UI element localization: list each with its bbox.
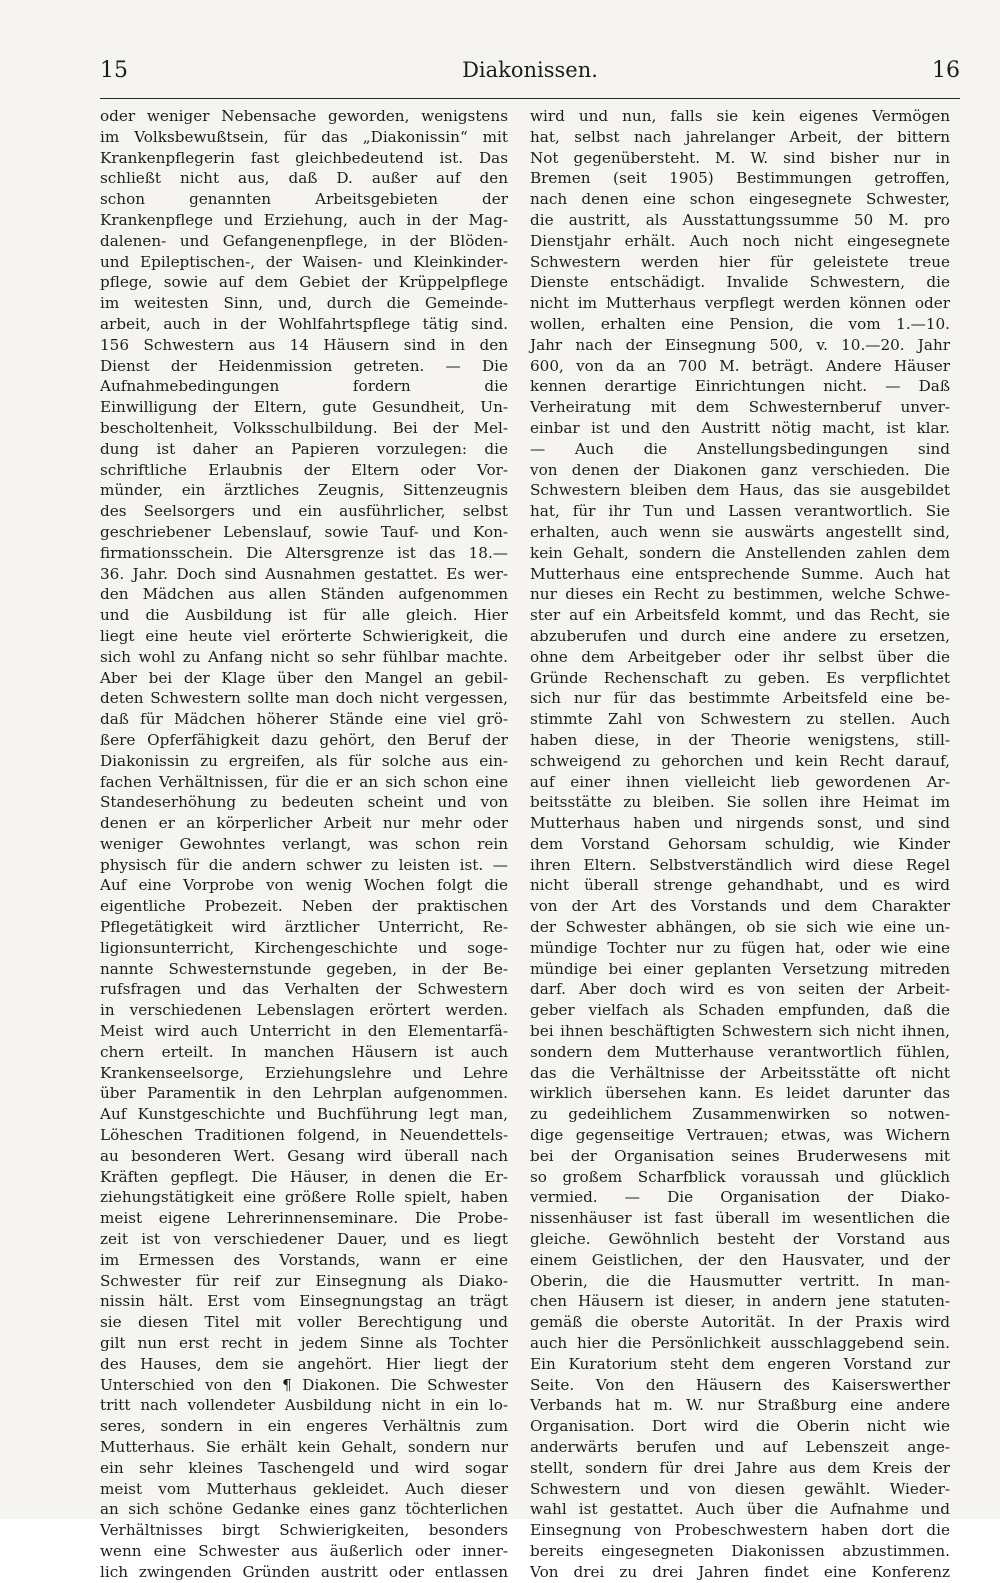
text-line: eigentliche Probezeit. Neben der praktischen [100,897,508,916]
page-number-left: 15 [100,58,128,83]
text-line: chern erteilt. In manchen Häusern ist auch [100,1042,508,1061]
text-line: nicht überall strenge gehandhabt, und es wird [530,876,950,895]
text-line: einbar ist und den Austritt nötig macht, ist klar. [530,418,950,437]
text-line: Mutterhaus. Sie erhält kein Gehalt, sondern nur [100,1438,508,1456]
text-line: Ein Kuratorium steht dem engeren Vorstand zur [530,1354,950,1373]
text-line: beitsstätte zu bleiben. Sie sollen ihre Heimat im [530,793,950,812]
text-line: Jahr nach der Einsegnung 500, v. 10.—20. Jahr [530,335,950,354]
text-line: und die Ausbildung ist für alle gleich. Hier [100,606,508,625]
text-line: wahl ist gestattet. Auch über die Aufnahme und [530,1500,950,1519]
text-line: Von drei zu drei Jahren findet eine Konferenz [530,1562,950,1581]
text-line: Verhältnisses birgt Schwierigkeiten, besonders [100,1521,508,1540]
text-line: wenn eine Schwester aus äußerlich oder inner- [100,1541,508,1560]
text-line: Kräften gepflegt. Die Häuser, in denen die Er- [100,1167,508,1186]
text-line: fachen Verhältnissen, für die er an sich schon eine [100,772,508,791]
text-line: in verschiedenen Lebenslagen erörtert werden. [100,1001,508,1020]
text-line: auf einer ihnen vielleicht lieb gewordenen Ar- [530,772,950,791]
right-column [530,106,950,1581]
text-line: Schwestern bleiben dem Haus, das sie ausgebildet [530,481,950,500]
text-line: Organisation. Dort wird die Oberin nicht wie [530,1417,950,1436]
text-line: Verbands hat m. W. nur Straßburg eine andere [530,1396,950,1415]
text-line: kein Gehalt, sondern die Anstellenden zahlen dem [530,543,950,562]
text-line: der Schwester abhängen, ob sie sich wie eine un- [530,918,950,937]
text-line: bescholtenheit, Volksschulbildung. Bei der Mel- [100,418,508,437]
text-line: zu gedeihlichem Zusammenwirken so notwen- [530,1105,950,1124]
text-line: nicht im Mutterhaus verpflegt werden können oder [530,294,950,313]
text-line: Einsegnung von Probeschwestern haben dort die [530,1521,950,1540]
text-line: Not gegenübersteht. M. W. sind bisher nur in [530,148,950,167]
text-line: stellt, sondern für drei Jahre aus dem Kreis der [530,1458,950,1477]
text-line: meist vom Mutterhaus gekleidet. Auch dieser [100,1479,508,1498]
text-line: des Seelsorgers und ein ausführlicher, selbst [100,502,508,521]
text-line: Dienste entschädigt. Invalide Schwestern, die [530,273,950,292]
text-line: Schwestern und von diesen gewählt. Wieder- [530,1479,950,1498]
text-line: Dienstjahr erhält. Auch noch nicht eingesegnete [530,231,950,250]
text-line: vermied. — Die Organisation der Diako- [530,1188,950,1207]
text-line: Pflegetätigkeit wird ärztlicher Unterricht, Re- [100,918,508,937]
text-line: sich nur für das bestimmte Arbeitsfeld eine be- [530,689,950,708]
text-line: bereits eingesegneten Diakonissen abzustimmen. [530,1541,950,1560]
text-line: im Ermessen des Vorstands, wann er eine [100,1250,508,1269]
text-line: oder weniger Nebensache geworden, wenigstens [100,107,508,125]
text-line: Diakonissin zu ergreifen, als für solche aus ein- [100,751,508,770]
page-number-right: 16 [932,58,960,83]
text-line: des Hauses, dem sie angehört. Hier liegt der [100,1354,508,1373]
text-line: wirklich übersehen kann. Es leidet darunter das [530,1084,950,1103]
text-line: bei der Organisation seines Bruderwesens mit [530,1146,950,1165]
text-line: sie diesen Titel mit voller Berechtigung und [100,1313,508,1332]
text-line: arbeit, auch in der Wohlfahrtspflege tätig sind. [100,314,508,333]
text-line: geschriebener Lebenslauf, sowie Tauf- und Kon- [100,522,508,541]
text-line: bei ihnen beschäftigten Schwestern sich nicht ihnen, [530,1022,950,1041]
text-line: Meist wird auch Unterricht in den Elementarfä- [100,1022,508,1041]
text-line: schriftliche Erlaubnis der Eltern oder Vor- [100,460,508,479]
text-line: die austritt, als Ausstattungssumme 50 M. pro [530,210,950,229]
text-line: Löheschen Traditionen folgend, in Neuendettels- [100,1126,508,1145]
text-line: so großem Scharfblick voraussah und glücklich [530,1167,950,1186]
text-line: Krankenseelsorge, Erziehungslehre und Lehre [100,1063,508,1082]
text-line: nannte Schwesternstunde gegeben, in der Be- [100,959,508,978]
text-line: Krankenpflege und Erziehung, auch in der Mag- [100,210,508,229]
text-line: schon genannten Arbeitsgebieten der [100,190,508,209]
text-line: kennen derartige Einrichtungen nicht. — Daß [530,377,950,396]
text-line: ßere Opferfähigkeit dazu gehört, den Beruf der [100,730,508,749]
text-line: anderwärts berufen und auf Lebenszeit ange- [530,1438,950,1456]
text-line: nach denen eine schon eingesegnete Schwester, [530,190,950,209]
text-line: au besonderen Wert. Gesang wird überall nach [100,1146,508,1165]
text-line: hat, selbst nach jahrelanger Arbeit, der bittern [530,127,950,146]
text-line: wollen, erhalten eine Pension, die vom 1.—10. [530,314,950,333]
text-line: haben diese, in der Theorie wenigstens, still- [530,730,950,749]
text-line: daß für Mädchen höherer Stände eine viel grö- [100,710,508,729]
text-line: deten Schwestern sollte man doch nicht vergessen, [100,689,508,708]
text-line: an sich schöne Gedanke eines ganz töchterlichen [100,1500,508,1519]
text-line: den Mädchen aus allen Ständen aufgenommen [100,585,508,604]
text-line: Schwestern werden hier für geleistete treue [530,252,950,271]
text-line: tritt nach vollendeter Ausbildung nicht in ein lo- [100,1396,508,1415]
text-line: Bremen (seit 1905) Bestimmungen getroffen, [530,169,950,188]
text-line: mündige bei einer geplanten Versetzung mitreden [530,959,950,978]
text-line: von denen der Diakonen ganz verschieden. Die [530,460,950,479]
text-line: ihren Eltern. Selbstverständlich wird diese Regel [530,855,950,874]
text-line: ohne dem Arbeitgeber oder ihr selbst über die [530,647,950,666]
text-line: Dienst der Heidenmission getreten. — Die [100,356,508,375]
text-line: physisch für die andern schwer zu leisten ist. — [100,855,508,874]
text-line: im Volksbewußtsein, für das „Diakonissin“ mit [100,127,508,146]
text-line: Schwester für reif zur Einsegnung als Diako- [100,1271,508,1290]
text-line: ster auf ein Arbeitsfeld kommt, und das Recht, sie [530,606,950,625]
text-line: denen er an körperlicher Arbeit nur mehr oder [100,814,508,833]
text-line: geber vielfach als Schaden empfunden, daß die [530,1001,950,1020]
text-line: Gründe Rechenschaft zu geben. Es verpflichtet [530,668,950,687]
text-line: Mutterhaus haben und nirgends sonst, und sind [530,814,950,833]
text-line: auch hier die Persönlichkeit ausschlaggebend sein. [530,1334,950,1353]
text-line: 36. Jahr. Doch sind Ausnahmen gestattet. Es wer- [100,564,508,583]
text-line: nissin hält. Erst vom Einsegnungstag an trägt [100,1292,508,1311]
text-line: im weitesten Sinn, und, durch die Gemeinde- [100,294,508,313]
left-column [100,106,508,1581]
text-line: 600, von da an 700 M. beträgt. Andere Häuser [530,356,950,375]
text-line: Verheiratung mit dem Schwesternberuf unver- [530,398,950,417]
text-line: Auf eine Vorprobe von wenig Wochen folgt die [100,876,508,895]
text-line: gleiche. Gewöhnlich besteht der Vorstand aus [530,1230,950,1249]
text-line: stimmte Zahl von Schwestern zu stellen. Auch [530,710,950,729]
running-title: Diakonissen. [462,58,598,82]
text-line: Aber bei der Klage über den Mangel an gebil- [100,668,508,687]
text-line: mündige Tochter nur zu fügen hat, oder wie eine [530,938,950,957]
text-line: Krankenpflegerin fast gleichbedeutend ist. Das [100,148,508,167]
text-line: Mutterhaus eine entsprechende Summe. Auch hat [530,564,950,583]
text-line: hat, für ihr Tun und Lassen verantwortlich. Sie [530,502,950,521]
text-line: seres, sondern in ein engeres Verhältnis zum [100,1417,508,1436]
text-line: ein sehr kleines Taschengeld und wird sogar [100,1458,508,1477]
text-line: Einwilligung der Eltern, gute Gesundheit, Un- [100,398,508,417]
text-line: Auf Kunstgeschichte und Buchführung legt man, [100,1105,508,1124]
text-line: abzuberufen und durch eine andere zu ersetzen, [530,626,950,645]
text-line: darf. Aber doch wird es von seiten der Arbeit- [530,980,950,999]
text-line: gilt nun erst recht in jedem Sinne als Tochter [100,1334,508,1353]
text-line: dung ist daher an Papieren vorzulegen: die [100,439,508,458]
text-line: nissenhäuser ist fast überall im wesentlichen die [530,1209,950,1228]
text-line: Aufnahmebedingungen fordern die [100,377,508,396]
text-line: Unterschied von den ¶ Diakonen. Die Schwester [100,1375,508,1394]
text-line: Seite. Von den Häusern des Kaiserswerther [530,1375,950,1394]
text-line: schließt nicht aus, daß D. außer auf den [100,169,508,188]
text-line: dem Vorstand Gehorsam schuldig, wie Kinder [530,834,950,853]
text-line: firmationsschein. Die Altersgrenze ist das 18.— [100,543,508,562]
text-line: lich zwingenden Gründen austritt oder entlassen [100,1562,508,1581]
text-line: rufsfragen und das Verhalten der Schwestern [100,980,508,999]
text-line: sondern dem Mutterhause verantwortlich fühlen, [530,1042,950,1061]
text-line: meist eigene Lehrerinnenseminare. Die Probe- [100,1209,508,1228]
text-line: einem Geistlichen, der den Hausvater, und der [530,1250,950,1269]
text-line: und Epileptischen-, der Waisen- und Kleinkinder- [100,252,508,271]
text-line: 156 Schwestern aus 14 Häusern sind in den [100,335,508,354]
text-line: gemäß die oberste Autorität. In der Praxis wird [530,1313,950,1332]
text-line: zeit ist von verschiedener Dauer, und es liegt [100,1230,508,1249]
text-line: sich wohl zu Anfang nicht so sehr fühlbar machte. [100,647,508,666]
text-line: erhalten, auch wenn sie auswärts angestellt sind, [530,522,950,541]
text-line: — Auch die Anstellungsbedingungen sind [530,439,950,458]
text-line: wird und nun, falls sie kein eigenes Vermögen [530,107,950,125]
header-rule [100,98,960,99]
text-line: Standeserhöhung zu bedeuten scheint und von [100,793,508,812]
text-line: pflege, sowie auf dem Gebiet der Krüppelpflege [100,273,508,292]
text-line: schweigend zu gehorchen und kein Recht darauf, [530,751,950,770]
text-line: dalenen- und Gefangenenpflege, in der Blöden- [100,231,508,250]
text-line: über Paramentik in den Lehrplan aufgenommen. [100,1084,508,1103]
text-line: chen Häusern ist dieser, in andern jene statuten- [530,1292,950,1311]
text-line: nur dieses ein Recht zu bestimmen, welche Schwe- [530,585,950,604]
page-header [100,58,960,90]
text-line: dige gegenseitige Vertrauen; etwas, was Wichern [530,1126,950,1145]
text-line: das die Verhältnisse der Arbeitsstätte oft nicht [530,1063,950,1082]
text-line: von der Art des Vorstands und dem Charakter [530,897,950,916]
text-line: ligionsunterricht, Kirchengeschichte und soge- [100,938,508,957]
text-line: liegt eine heute viel erörterte Schwierigkeit, die [100,626,508,645]
text-line: ziehungstätigkeit eine größere Rolle spielt, haben [100,1188,508,1207]
text-line: münder, ein ärztliches Zeugnis, Sittenzeugnis [100,481,508,500]
text-line: Oberin, die die Hausmutter vertritt. In man- [530,1271,950,1290]
text-line: weniger Gewohntes verlangt, was schon rein [100,834,508,853]
